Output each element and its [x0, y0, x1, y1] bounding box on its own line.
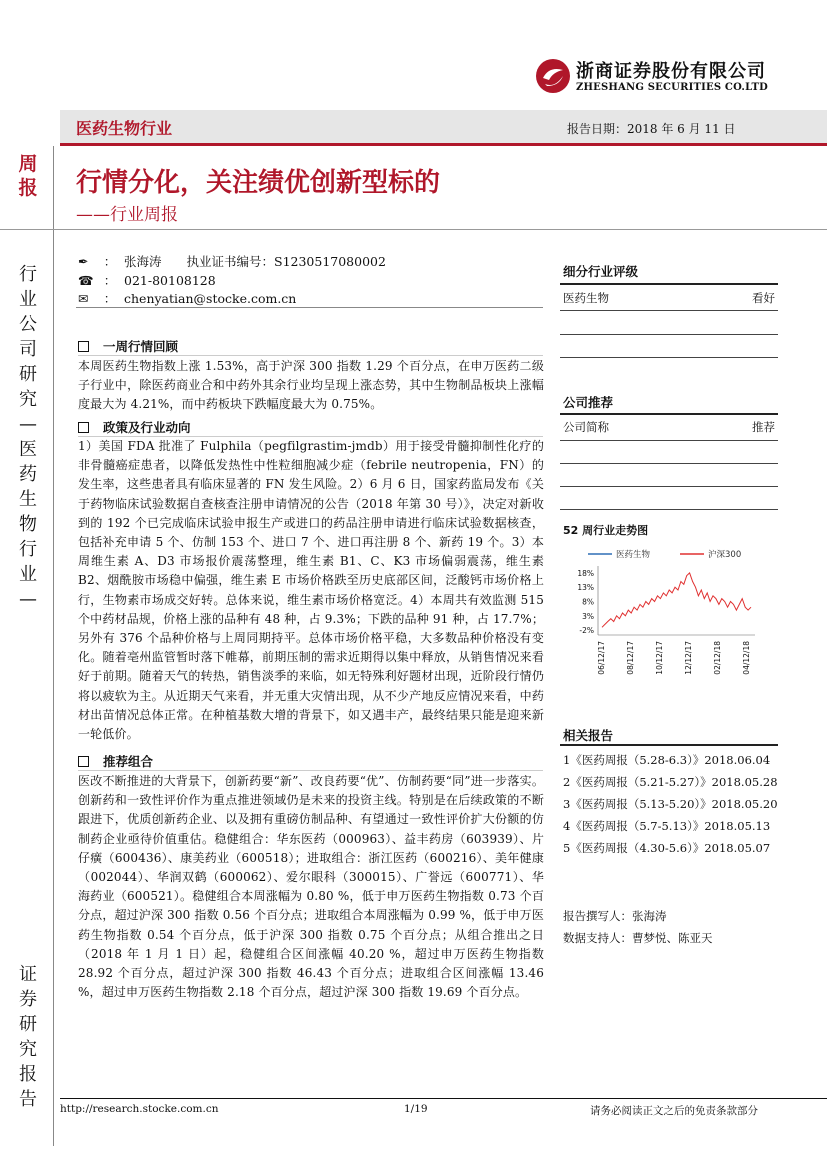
x-tick-label: 04/12/18 — [742, 641, 751, 675]
contact-divider — [76, 307, 543, 308]
y-tick-label: 18% — [577, 568, 594, 578]
rating-top-rule — [560, 283, 778, 285]
rating-heading: 细分行业评级 — [563, 264, 639, 279]
email-row: ✉ ： chenyatian@stocke.com.cn — [78, 291, 297, 306]
phone-row: ☎ ： 021-80108128 — [78, 273, 216, 288]
pen-icon: ✒ — [78, 254, 89, 269]
page-number: 1/19 — [404, 1103, 428, 1115]
x-tick-label: 10/12/17 — [655, 641, 664, 675]
x-tick-label: 08/12/17 — [626, 641, 635, 675]
company-rec-heading: 公司推荐 — [563, 395, 614, 410]
checkbox-icon — [78, 341, 89, 352]
company-name-cn: 浙商证券股份有限公司 — [576, 61, 766, 82]
x-tick-label: 06/12/17 — [597, 641, 606, 675]
company-rec-top-rule — [560, 413, 778, 415]
related-report-item[interactable]: 2《医药周报（5.21-5.27）》2018.05.28 — [563, 775, 778, 789]
y-tick-label: 13% — [577, 583, 594, 593]
footer-url[interactable]: http://research.stocke.com.cn — [60, 1103, 219, 1115]
footer-disclaimer: 请务必阅读正文之后的免责条款部分 — [590, 1105, 758, 1117]
mail-icon: ✉ — [78, 291, 89, 306]
company-rec-header-row: 公司简称 推荐 — [563, 420, 775, 434]
title-divider — [0, 229, 827, 230]
related-report-item[interactable]: 3《医药周报（5.13-5.20）》2018.05.20 — [563, 797, 778, 811]
x-tick-label: 02/12/18 — [713, 641, 722, 675]
related-heading: 相关报告 — [563, 728, 614, 743]
trend-chart — [560, 540, 778, 700]
section-body-market: 本周医药生物指数上涨 1.53%，高于沪深 300 指数 1.29 个百分点，在申万医药二级子行业中，除医药商业合和中药外其余行业均呈现上涨态势，其中生物制品板块上涨幅度最大为 4.21%，而中药板块下跌幅度最大为 0.75%。 — [78, 359, 544, 412]
legend-label: 医药生物 — [616, 550, 651, 560]
side-research-label: 证券研究报告 — [19, 964, 37, 1110]
company-rec-rule — [560, 463, 778, 464]
header-divider — [60, 143, 827, 146]
phone-number: 021-80108128 — [124, 273, 216, 288]
page-subtitle: ——行业周报 — [76, 205, 178, 225]
rating-rule — [560, 357, 778, 358]
company-rec-rule — [560, 486, 778, 487]
section-heading-policy: 政策及行业动向 — [78, 418, 191, 436]
side-divider — [53, 146, 54, 1146]
data-support: 数据支持人：曹梦悦、陈亚天 — [563, 931, 713, 945]
related-report-item[interactable]: 4《医药周报（5.7-5.13）》2018.05.13 — [563, 819, 771, 833]
related-report-item[interactable]: 5《医药周报（4.30-5.6）》2018.05.07 — [563, 841, 771, 855]
sector-label: 医药生物行业 — [76, 119, 173, 138]
checkbox-icon — [78, 422, 89, 433]
rating-rule — [560, 334, 778, 335]
section-heading-market: 一周行情回顾 — [78, 337, 178, 355]
email-link[interactable]: chenyatian@stocke.com.cn — [124, 291, 297, 306]
rating-row: 医药生物 看好 — [563, 291, 775, 305]
x-tick-label: 12/12/17 — [684, 641, 693, 675]
analyst-row: ✒ ： 张海涛 执业证书编号：S1230517080002 — [78, 254, 386, 269]
company-rec-rule — [560, 509, 778, 510]
phone-icon: ☎ — [78, 273, 94, 288]
y-tick-label: 8% — [582, 597, 594, 607]
y-tick-label: -2% — [579, 626, 594, 636]
company-logo-icon — [535, 58, 571, 94]
y-tick-label: 3% — [582, 611, 594, 621]
footer-divider — [60, 1098, 827, 1099]
section-body-policy: 1）美国 FDA 批准了 Fulphila（pegfilgrastim-jmdb）用于接受骨髓抑制性化疗的非骨髓癌症患者，以降低发热性中性粒细胞减少症（febrile neutropenia，FN）的发生率，这些患者具有临床显著的 FN 发生风险。2）6 月 6 日，国家药监局发布《关于药物临床试验数据自查核查注册申请情况的公告（2018 年第 30 号）》，决定对新收到的 192 个已完成临床试验申报生产或进口的药品注册申请进行临床试验数据核查，包括补充申请 5 个、仿制 153 个、进口 7 个、进口再注册 8 个、新药 19 个。3）本周维生素 A、D3 市场报价震荡整理，维生素 B1、C、K3 市场偏弱震荡，维生素 B2、烟酰胺市场稳中偏强，维生素 E 市场价格跌至历史底部区间，泛酸钙市场价格上行，生物素市场成交好转。总体来说，维生素市场价格宽泛。4）本周共有效监测 515 个中药材品规，价格上涨的品种有 48 种，占 9.3%；下跌的品种 91 种，占 17.7%；另外有 376 个品种价格与上周同期持平。总体市场价格平稳，大多数品种价格没有变化。随着亳州监管暂时落下帷幕，前期压制的需求近期得以集中释放，从销售情况来看好于前期。随着天气的转热，销售淡季的来临，如无特殊利好题材出现，近阶段行情仍将以疲软为主。从近期天气来看，并无重大灾情出现，从不少产地反应情况来看，中药材出苗情况总体正常。在种植基数大增的背景下，如又遇丰产，最终结果只能是迎来新一轮低价。 — [78, 439, 544, 742]
company-name-en: ZHESHANG SECURITIES CO.LTD — [576, 82, 769, 93]
checkbox-icon — [78, 756, 89, 767]
report-date: 报告日期：2018 年 6 月 11 日 — [567, 122, 736, 136]
related-top-rule — [560, 744, 778, 746]
legend-label: 沪深300 — [708, 550, 742, 560]
analyst-info: 张海涛 执业证书编号：S1230517080002 — [124, 254, 386, 269]
report-writer: 报告撰写人：张海涛 — [563, 909, 667, 923]
rating-rule — [560, 310, 778, 311]
section-body-portfolio: 医改不断推进的大背景下，创新药要“新”、改良药要“优”、仿制药要“同”进一步落实。创新药和一致性评价作为重点推进领域仍是未来的投资主线。特别是在后续政策的不断跟进下，优质创新药企业、以及拥有重磅仿制品种、有望通过一致性评价扩大份额的仿制药企业亟待价值重估。稳健组合：华东医药（000963）、益丰药房（603939）、片仔癀（600436）、康美药业（600518）；进取组合：浙江医药（600216）、美年健康（002044）、华润双鹤（600062）、爱尔眼科（300015）、广誉远（600771）、华海药业（600521）。稳健组合本周涨幅为 0.80 %，低于申万医药生物指数 0.73 个百分点，超过沪深 300 指数 0.56 个百分点；进取组合本周涨幅为 0.99 %，低于申万医药生物指数 0.54 个百分点，低于沪深 300 指数 0.75 个百分点；从组合推出之日（2018 年 1 月 1 日）起，稳健组合区间涨幅 40.20 %，超过申万医药生物指数 28.92 个百分点，超过沪深 300 指数 46.43 个百分点；进取组合区间涨幅 13.46 %，超过申万医药生物指数 2.18 个百分点，超过沪深 300 指数 19.69 个百分点。 — [78, 774, 544, 1000]
side-category-label: 行业公司研究—医药生物行业— — [19, 264, 37, 610]
related-report-item[interactable]: 1《医药周报（5.28-6.3）》2018.06.04 — [563, 753, 771, 767]
section-heading-portfolio: 推荐组合 — [78, 752, 153, 770]
chart-heading: 52 周行业走势图 — [563, 524, 649, 537]
page-title: 行情分化，关注绩优创新型标的 — [76, 168, 441, 198]
company-rec-rule — [560, 440, 778, 441]
report-type-label: 周 报 — [18, 153, 38, 199]
